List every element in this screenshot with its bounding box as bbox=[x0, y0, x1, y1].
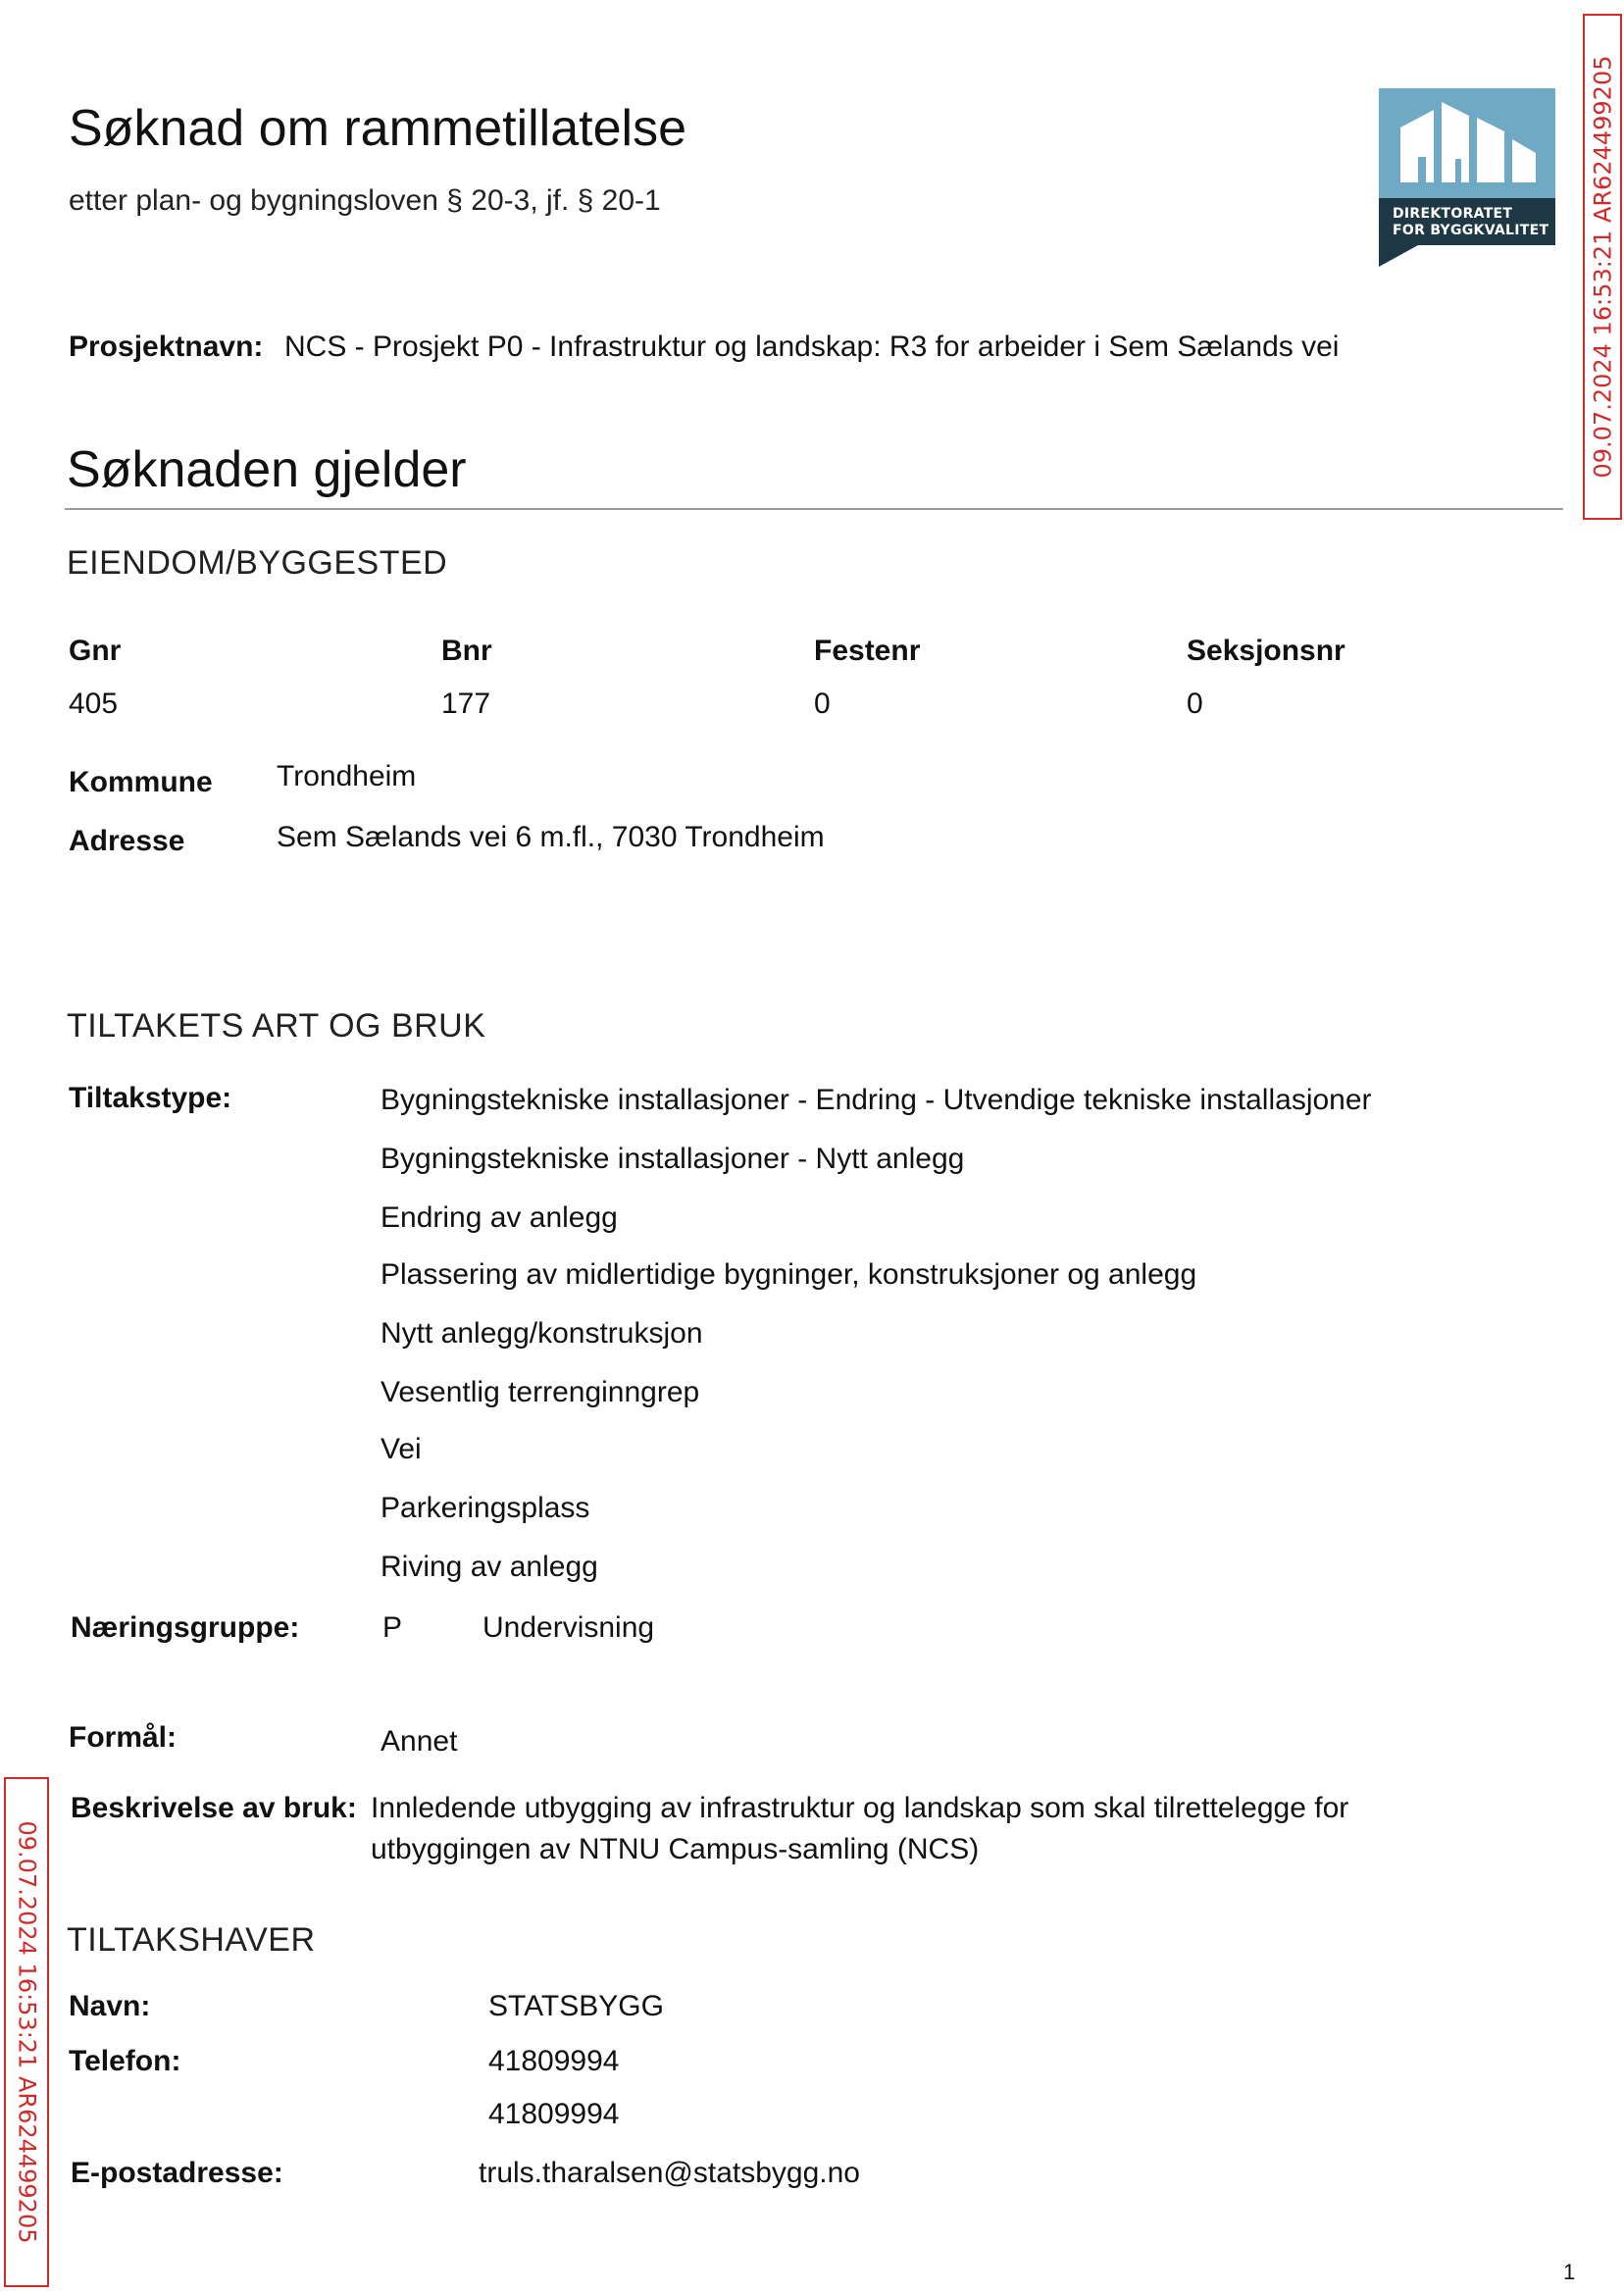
tiltakstype-item: Vesentlig terrenginngrep bbox=[381, 1376, 700, 1408]
festenr-value: 0 bbox=[814, 688, 831, 720]
timestamp-stamp-top bbox=[1583, 14, 1622, 520]
bruk-line-2: utbyggingen av NTNU Campus-samling (NCS) bbox=[371, 1833, 980, 1865]
stamp-text: 09.07.2024 16:53:21 AR624499205 bbox=[13, 1820, 41, 2244]
bnr-value: 177 bbox=[441, 688, 491, 720]
eiendom-heading: EIENDOM/BYGGESTED bbox=[67, 544, 448, 582]
naeringsgruppe-label: Næringsgruppe: bbox=[71, 1611, 300, 1644]
bruk-label: Beskrivelse av bruk: bbox=[71, 1792, 357, 1824]
telefon-label: Telefon: bbox=[69, 2045, 181, 2077]
gnr-value: 405 bbox=[69, 688, 119, 720]
stamp-text: 09.07.2024 16:53:21 AR624499205 bbox=[1589, 55, 1617, 479]
timestamp-stamp-left bbox=[4, 1777, 49, 2287]
gnr-label: Gnr bbox=[69, 635, 122, 667]
seksjonsnr-value: 0 bbox=[1187, 688, 1203, 720]
navn-value: STATSBYGG bbox=[488, 1990, 664, 2022]
tiltak-heading: TILTAKETS ART OG BRUK bbox=[67, 1007, 486, 1045]
document-subtitle: etter plan- og bygningsloven § 20-3, jf. § 20-1 bbox=[69, 184, 661, 217]
project-value: NCS - Prosjekt P0 - Infrastruktur og landskap: R3 for arbeider i Sem Sælands vei bbox=[284, 331, 1340, 363]
tiltakstype-item: Nytt anlegg/konstruksjon bbox=[381, 1317, 703, 1350]
tiltakstype-label: Tiltakstype: bbox=[69, 1082, 232, 1114]
adresse-value: Sem Sælands vei 6 m.fl., 7030 Trondheim bbox=[277, 821, 825, 853]
kommune-label: Kommune bbox=[69, 766, 213, 798]
telefon-value-2: 41809994 bbox=[488, 2098, 620, 2130]
formal-label: Formål: bbox=[69, 1721, 178, 1754]
naeringsgruppe-code: P bbox=[382, 1611, 403, 1644]
telefon-value: 41809994 bbox=[488, 2045, 620, 2077]
festenr-label: Festenr bbox=[814, 635, 921, 667]
logo-line1: DIREKTORATET bbox=[1393, 206, 1513, 222]
bruk-line-1: Innledende utbygging av infrastruktur og landskap som skal tilrettelegge for bbox=[371, 1792, 1349, 1824]
tiltakstype-item: Bygningstekniske installasjoner - Nytt anlegg bbox=[381, 1143, 965, 1175]
document-title: Søknad om rammetillatelse bbox=[69, 100, 686, 157]
epost-value: truls.tharalsen@statsbygg.no bbox=[479, 2157, 860, 2189]
adresse-label: Adresse bbox=[69, 825, 185, 857]
formal-value: Annet bbox=[381, 1725, 458, 1758]
section-divider bbox=[65, 508, 1563, 510]
logo-line2: FOR BYGGKVALITET bbox=[1393, 223, 1549, 238]
epost-label: E-postadresse: bbox=[71, 2157, 283, 2189]
logo-graphic bbox=[1379, 88, 1555, 198]
seksjonsnr-label: Seksjonsnr bbox=[1187, 635, 1345, 667]
tiltakstype-item: Parkeringsplass bbox=[381, 1492, 590, 1524]
bnr-label: Bnr bbox=[441, 635, 492, 667]
section-title: Søknaden gjelder bbox=[67, 441, 467, 498]
tiltakstype-item: Vei bbox=[381, 1433, 422, 1465]
tiltakstype-item: Bygningstekniske installasjoner - Endring - Utvendige tekniske installasjoner bbox=[381, 1084, 1372, 1116]
page-number: 1 bbox=[1563, 2260, 1576, 2284]
tiltakstype-item: Riving av anlegg bbox=[381, 1551, 598, 1583]
naeringsgruppe-value: Undervisning bbox=[482, 1611, 655, 1644]
project-label: Prosjektnavn: bbox=[69, 331, 264, 363]
tiltakstype-item: Plassering av midlertidige bygninger, konstruksjoner og anlegg bbox=[381, 1258, 1197, 1291]
tiltakshaver-heading: TILTAKSHAVER bbox=[67, 1921, 316, 1959]
kommune-value: Trondheim bbox=[277, 760, 417, 792]
dibk-logo bbox=[1379, 88, 1555, 275]
navn-label: Navn: bbox=[69, 1990, 151, 2022]
tiltakstype-item: Endring av anlegg bbox=[381, 1201, 618, 1234]
